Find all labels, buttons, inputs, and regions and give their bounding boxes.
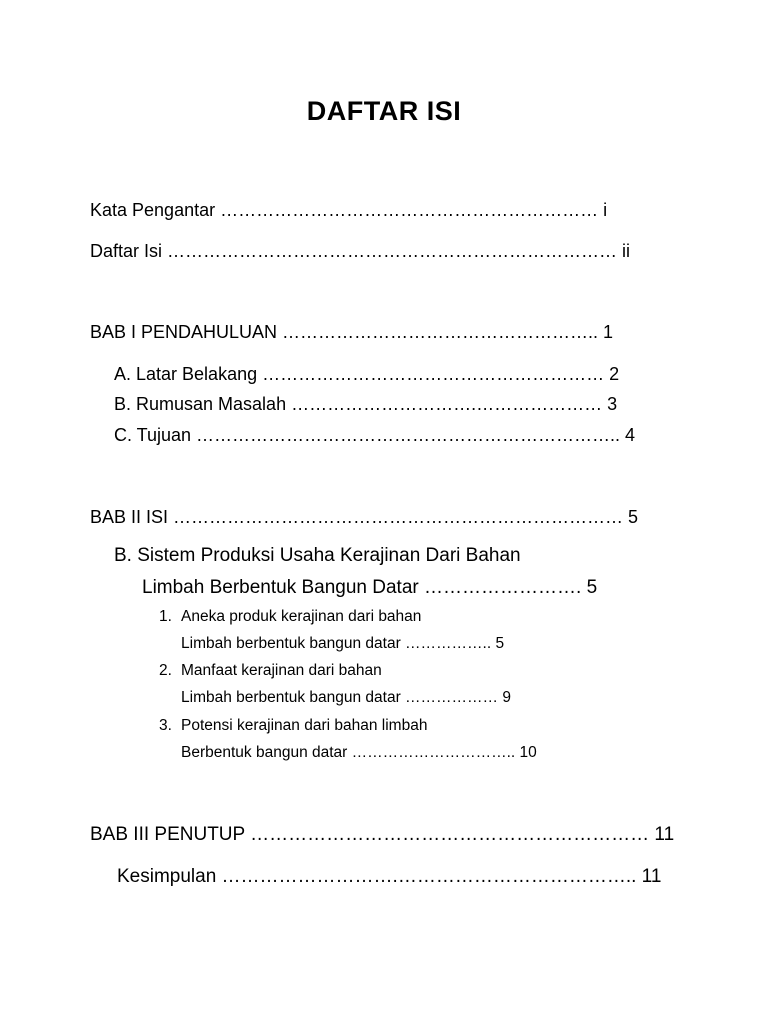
toc-entry-kata-pengantar: Kata Pengantar ……………………………………………………… i: [90, 200, 608, 220]
toc-entry-bab1: BAB I PENDAHULUAN …………………………………………….. 1: [90, 322, 614, 342]
toc-entry-manfaat-line2: Limbah berbentuk bangun datar ……………… 9: [181, 689, 511, 706]
toc-entry-kesimpulan: Kesimpulan ……………………….……………………………….. 11: [117, 866, 662, 887]
toc-item-number: 3.: [159, 717, 172, 734]
toc-entry-potensi-line1: Potensi kerajinan dari bahan limbah: [181, 717, 428, 734]
toc-entry-potensi-line2: Berbentuk bangun datar ………………………….. 10: [181, 744, 537, 761]
toc-entry-manfaat-line1: Manfaat kerajinan dari bahan: [181, 662, 382, 679]
page-title: DAFTAR ISI: [306, 96, 462, 126]
toc-entry-bab2: BAB II ISI ………………………………………………………………… 5: [90, 507, 639, 527]
toc-entry-rumusan-masalah: B. Rumusan Masalah ………………………….………………… 3: [114, 394, 618, 414]
toc-entry-tujuan: C. Tujuan …………………………………………………………….. 4: [114, 425, 636, 445]
toc-entry-aneka-produk-line1: Aneka produk kerajinan dari bahan: [181, 608, 422, 625]
toc-entry-sistem-produksi-line2: Limbah Berbentuk Bangun Datar ……………………. 5: [142, 577, 598, 598]
toc-entry-aneka-produk-line2: Limbah berbentuk bangun datar …………….. 5: [181, 635, 505, 652]
toc-entry-latar-belakang: A. Latar Belakang ………………………………………………… 2: [114, 364, 620, 384]
toc-item-number: 1.: [159, 608, 172, 625]
toc-item-number: 2.: [159, 662, 172, 679]
toc-entry-sistem-produksi-line1: B. Sistem Produksi Usaha Kerajinan Dari Bahan: [114, 545, 521, 566]
toc-entry-daftar-isi: Daftar Isi ………………………………………………………………… ii: [90, 241, 631, 261]
toc-entry-bab3: BAB III PENUTUP ……………………………………………………… 11: [90, 824, 675, 845]
